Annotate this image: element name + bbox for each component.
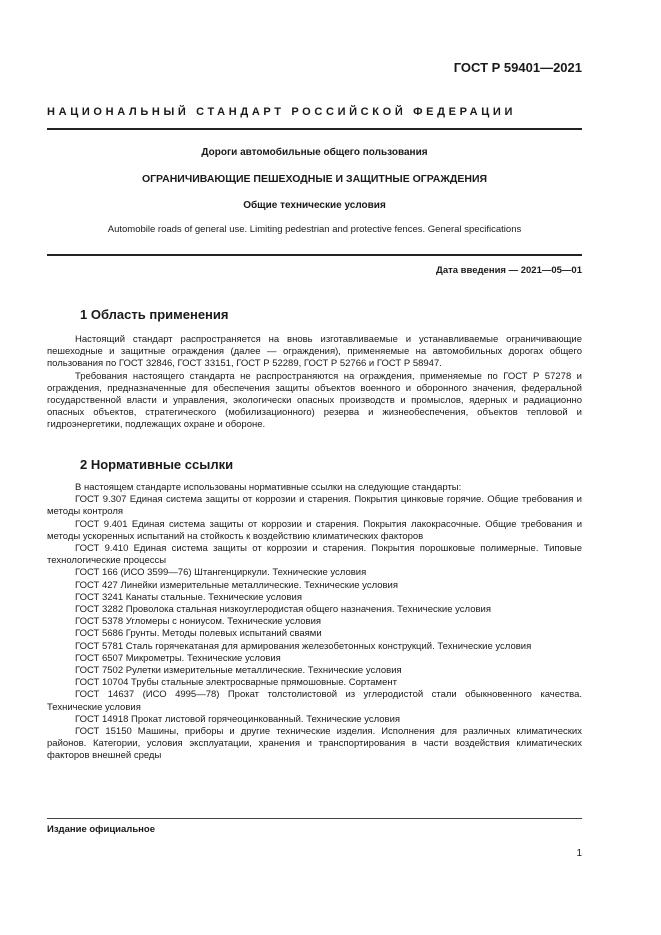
introduction-date: Дата введения — 2021—05—01 — [436, 265, 582, 276]
official-edition-label: Издание официальное — [47, 824, 155, 835]
footer-divider — [47, 818, 582, 819]
section-1-heading: 1 Область применения — [80, 307, 229, 322]
reference-item: ГОСТ 5781 Сталь горячекатаная для армирования железобетонных конструкций. Технические условия — [75, 640, 532, 652]
section-2-heading: 2 Нормативные ссылки — [80, 457, 234, 472]
reference-item: ГОСТ 14918 Прокат листовой горячеоцинкованный. Технические условия — [75, 713, 401, 725]
header-divider — [47, 128, 582, 130]
reference-item: ГОСТ 5378 Угломеры с нониусом. Технические условия — [75, 616, 322, 628]
reference-item: ГОСТ 6507 Микрометры. Технические условия — [75, 652, 281, 664]
reference-item: ГОСТ 9.410 Единая система защиты от коррозии и старения. Покрытия порошковые полимерные. Типовые технологические процессы — [47, 543, 582, 567]
reference-item: ГОСТ 3282 Проволока стальная низкоуглеродистая общего назначения. Технические условия — [75, 604, 491, 616]
reference-item: ГОСТ 14637 (ИСО 4995—78) Прокат толстолистовой из углеродистой стали обыкновенного качества. Технические условия — [47, 689, 582, 713]
reference-item: ГОСТ 15150 Машины, приборы и другие технические изделия. Исполнения для различных климатических районов. Категории, условия эксплуатации, хранения и транспортирования в части воздействия климатических факторов внешней среды — [47, 726, 582, 762]
reference-item: ГОСТ 427 Линейки измерительные металлические. Технические условия — [75, 579, 398, 591]
section-1-body — [47, 334, 582, 432]
reference-item: ГОСТ 7502 Рулетки измерительные металлические. Технические условия — [75, 665, 402, 677]
reference-item: ГОСТ 9.401 Единая система защиты от коррозии и старения. Покрытия лакокрасочные. Общие требования и методы ускоренных испытаний на стойкость к воздействию климатических факторов — [47, 518, 582, 542]
national-standard-header: НАЦИОНАЛЬНЫЙ СТАНДАРТ РОССИЙСКОЙ ФЕДЕРАЦИИ — [47, 106, 517, 118]
page-number: 1 — [576, 848, 582, 859]
paragraph: В настоящем стандарте использованы нормативные ссылки на следующие стандарты: — [75, 482, 462, 493]
reference-item: ГОСТ 9.307 Единая система защиты от коррозии и старения. Покрытия цинковые горячие. Общие требования и методы контроля — [47, 494, 582, 518]
reference-item: ГОСТ 5686 Грунты. Методы полевых испытаний сваями — [75, 628, 322, 640]
reference-item: ГОСТ 10704 Трубы стальные электросварные прямошовные. Сортамент — [75, 677, 397, 689]
section-2-body — [47, 482, 582, 763]
paragraph: Настоящий стандарт распространяется на вновь изготавливаемые и устанавливаемые ограничивающие пешеходные и защитные ограждения (далее — ограждения), применяемые на автомобильных дорогах общего пользования по ГОСТ 32846, ГОСТ 33151, ГОСТ Р 52289, ГОСТ Р 52766 и ГОСТ Р 58947. — [47, 334, 582, 370]
reference-item: ГОСТ 3241 Канаты стальные. Технические условия — [75, 591, 302, 603]
paragraph: Требования настоящего стандарта не распространяются на ограждения, применяемые по ГОСТ Р 57278 и ограждения, предназначенные для обеспечения защиты объектов военного и оборонного значения, федеральной государственной власти и управления, экологически опасных производств и промыслов, ядерных и радиационно опасных объектов, стратегического (мобилизационного) резерва и жизнеобеспечения, объектов тепловой и гидроэнергетики, подлежащих охране и обороне. — [47, 370, 582, 431]
document-subtitle-2: Общие технические условия — [243, 200, 386, 211]
english-title: Automobile roads of general use. Limiting pedestrian and protective fences. General specifications — [107, 224, 522, 235]
document-title: ОГРАНИЧИВАЮЩИЕ ПЕШЕХОДНЫЕ И ЗАЩИТНЫЕ ОГРАЖДЕНИЯ — [141, 173, 488, 185]
document-code: ГОСТ Р 59401—2021 — [453, 60, 582, 75]
title-divider — [47, 254, 582, 256]
document-subtitle: Дороги автомобильные общего пользования — [201, 147, 428, 158]
reference-item: ГОСТ 166 (ИСО 3599—76) Штангенциркули. Технические условия — [75, 567, 367, 579]
